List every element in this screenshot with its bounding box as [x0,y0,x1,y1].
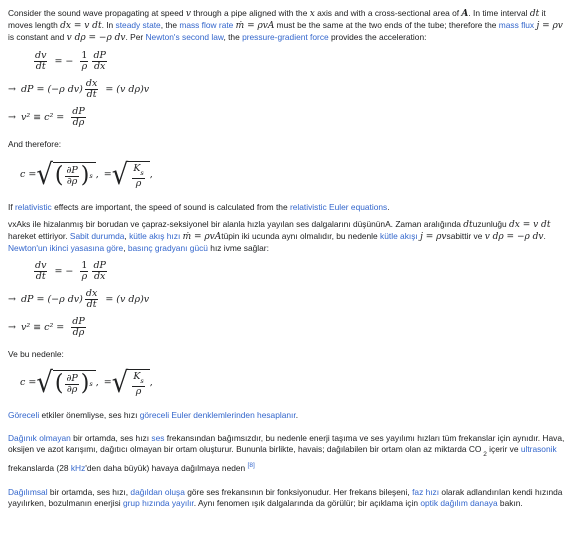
denominator: ∂ρ [66,175,78,187]
text: effects are important, the speed of sound is calculated from the [51,201,290,212]
numerator: dP [72,106,85,118]
text: axis and with a cross-sectional area of [314,8,462,18]
K: K [133,162,141,174]
text: frekansından bağımsızdır, bu nedenle enerji taşıma ve ses yayılımı hızları tüm frekanslar için aynıdır. Hava, oksijen ve azot karışımı, dağıtıcı olmayan bir ortam oluşturur. Bununla birlikte, havais; dağılabilen bir ortam olan az miktarda CO [8,433,565,455]
link-ses[interactable]: ses [151,433,165,444]
text: hız ivme sağlar: [207,243,269,254]
equation-speed-of-sound-en [20,160,569,190]
text: must be the same at the two ends of the tube; therefore the [274,20,499,31]
operator: = − [54,56,74,68]
operator: = − [54,266,74,278]
sqrt-Ks-rho: √ $\frac{K_s}{\rho}$ [112,161,150,189]
arrow-symbol: → [8,322,16,334]
link-sabit-durumda[interactable]: Sabit durumda [69,231,125,242]
numerator: dP [93,260,106,272]
link-pressure-gradient-force[interactable]: pressure-gradient force [242,32,329,43]
equation-line-1 [32,51,569,73]
text: Consider the sound wave propagating at speed [8,8,186,18]
expression: c = [20,169,37,181]
fraction-dP-drho [71,317,85,338]
fraction-dv-dt [34,51,47,72]
denominator: ρ [81,61,88,73]
reference-link[interactable]: [8] [247,462,255,470]
link-relativistic-euler-equations[interactable]: relativistic Euler equations [289,201,388,212]
tr-therefore-text: Ve bu nedenle: [8,348,64,359]
sqrt-partial: √ ( $\frac{\partial P}{\partial\rho}$ ) s [36,370,95,396]
text: bakın. [497,497,523,508]
arrow-symbol: → [8,112,16,124]
equation-line-3 [8,317,569,339]
equation-c [20,160,569,190]
math-j: j = ρv [420,232,447,243]
link-newton-ikinci-yasasi[interactable]: Newton'un ikinci yasasına göre [8,243,124,254]
numerator: dP [93,50,106,62]
math-A: A [461,9,469,19]
arrow-symbol: → [8,294,16,306]
text: frekanslarda (28 [8,463,71,474]
link-mass-flux[interactable]: mass flux [498,20,535,31]
comma: , [149,377,153,389]
text: vxAks ile hizalanmış bir borudan ve çapraz-seksiyonel bir alanla hızla yayılan ses dalgalarını düşününA. Zaman aralığında [8,219,464,230]
expression: c = [20,377,37,389]
text: , the [223,32,243,43]
link-kutle-akis-hizi[interactable]: kütle akış hızı [129,231,181,242]
fraction-dP-drho [71,107,85,128]
denominator: ρ [81,271,88,283]
subscript-s: s [140,376,144,385]
text: , [123,243,128,254]
comma: , [95,169,99,181]
link-relativistic[interactable]: relativistic [14,201,52,212]
equation-line-2 [8,289,569,311]
K: K [133,370,141,382]
link-dagildan-olusa[interactable]: dağıldan oluşa [130,486,185,497]
numerator: ∂P [66,372,78,384]
subscript-s: s [140,168,144,177]
denominator: dt [35,61,46,73]
equation-speed-of-sound-tr [20,368,569,398]
equation-line-3 [8,107,569,129]
fraction-dx-dt [85,79,98,100]
text: bir ortamda, ses hızı [70,433,152,444]
link-mass-flow-rate[interactable]: mass flow rate [179,20,234,31]
link-faz-hizi[interactable]: faz hızı [412,486,440,497]
equation-line-1 [32,261,569,283]
text: içerir ve [486,444,521,455]
denominator: dt [35,271,46,283]
en-relativistic-paragraph [8,202,569,213]
sqrt-Ks-rho: √ $\frac{K_s}{\rho}$ [112,369,150,397]
denominator: ρ [135,385,142,397]
denominator: dx [93,271,106,283]
text: tüpin iki ucunda aynı olmalıdır, bu nedenle [221,231,381,242]
text: . [543,231,546,242]
numerator: dv [35,260,47,272]
tr-intro-paragraph [8,219,569,255]
denominator: dt [86,299,97,311]
text: . [295,409,299,420]
tr-dispersion-paragraph [8,433,569,475]
tr-dispersive-paragraph [8,487,569,509]
text: göre ses frekansının bir fonksiyonudur. Her frekans bileşeni, [184,486,413,497]
text: it moves length [8,8,546,31]
sqrt-partial: √ ( $\frac{\partial P}{\partial\rho}$ ) s [36,162,95,188]
expression: = (v dρ)v [105,84,150,96]
fraction-dx-dt [85,289,98,310]
text: , [124,231,130,242]
text: provides the acceleration: [328,32,427,43]
text: If [8,201,15,212]
link-goreceli-euler[interactable]: göreceli Euler denklemlerinden hesaplanır [139,409,296,420]
text: uzunluğu [472,219,510,230]
text: sabittir ve [446,231,485,242]
link-steady-state[interactable]: steady state [115,20,161,31]
text: . In [101,20,116,31]
equation-block-en [8,50,569,129]
link-ultrasonik[interactable]: ultrasonik [520,444,557,455]
math-v: v [185,9,191,19]
equals: = [103,377,112,389]
text: olarak adlandırılan kendi hızında yayılırken, bozulmanın enerjisi [8,486,563,508]
math-x: x [309,9,315,19]
expression: dP = (−ρ dv) [20,84,83,96]
numerator: dP [72,316,85,328]
math-dt: dt [463,220,473,231]
numerator: ∂P [66,164,78,176]
subscript-s: s [89,172,93,181]
denominator: ρ [135,177,142,189]
text: is constant and [8,32,67,43]
link-grup-hizi[interactable]: grup hızında yayılır [122,497,194,508]
arrow-symbol: → [8,84,16,96]
equation-block-tr [8,260,569,339]
denominator: dt [86,89,97,101]
comma: , [95,377,99,389]
equation-line-2 [8,79,569,101]
fraction-dv-dt [34,261,47,282]
en-intro-paragraph [8,8,569,45]
link-newtons-second-law[interactable]: Newton's second law [145,32,224,43]
math-dx-v-dt: dx = v dt [509,220,551,231]
en-therefore-text: And therefore: [8,138,62,149]
equation-c [20,368,569,398]
fraction-1-rho [80,261,88,282]
tr-relativistic-paragraph [8,410,569,421]
expression: v² ≡ c² = [20,322,65,334]
expression: dP = (−ρ dv) [20,294,83,306]
numerator: 1 [81,50,88,62]
math-dt: dt [529,9,540,19]
subscript-s: s [89,380,93,389]
numerator: dx [85,78,98,90]
link-daginik-olmayan[interactable]: Dağınık olmayan [8,433,71,444]
link-kutle-akisi[interactable]: kütle akışı [380,231,418,242]
fraction-1-rho [80,51,88,72]
link-basinc-gradyani[interactable]: basınç gradyanı gücü [127,243,208,254]
math-j: j = ρv [536,21,563,32]
link-optik-dagilim[interactable]: optik dağılım danaya [420,497,498,508]
text: . Aynı fenomen ışık dalgalarında da görülür; bir açıklama için [193,497,421,508]
expression: = (v dρ)v [105,294,150,306]
math-mdot: ṁ = ρvA [182,232,222,243]
math-vdrho: v dρ = −ρ dv [66,33,126,44]
equals: = [103,169,112,181]
text: hareket ettiriyor. [8,231,70,242]
link-khz[interactable]: kHz [70,463,86,474]
numerator: dv [35,50,47,62]
expression: v² ≡ c² = [20,112,65,124]
text: etkiler önemliyse, ses hızı [39,409,140,420]
subscript-2: 2 [481,451,487,459]
math-dx-v-dt: dx = v dt [60,21,102,32]
link-dagilimsal[interactable]: Dağılımsal [8,486,48,497]
fraction-dP-dx [92,51,106,72]
math-mdot: ṁ = ρvA [235,21,275,32]
text: 'den daha büyük) havaya dağılmaya neden [85,463,248,474]
text: bir ortamda, ses hızı, [47,486,131,497]
fraction-dP-dx [92,261,106,282]
text: . Per [125,32,146,43]
text: . [387,201,390,212]
text: . In time interval [468,8,530,18]
text: , the [160,20,180,31]
denominator: dx [93,61,106,73]
denominator: ∂ρ [66,383,78,395]
text: through a pipe aligned with the [190,8,310,18]
comma: , [149,169,153,181]
denominator: dρ [72,327,85,339]
denominator: dρ [72,117,85,129]
link-goreceli[interactable]: Göreceli [8,409,40,420]
numerator: dx [85,288,98,300]
numerator: 1 [81,260,88,272]
math-vdrho: v dρ = −ρ dv [484,232,544,243]
